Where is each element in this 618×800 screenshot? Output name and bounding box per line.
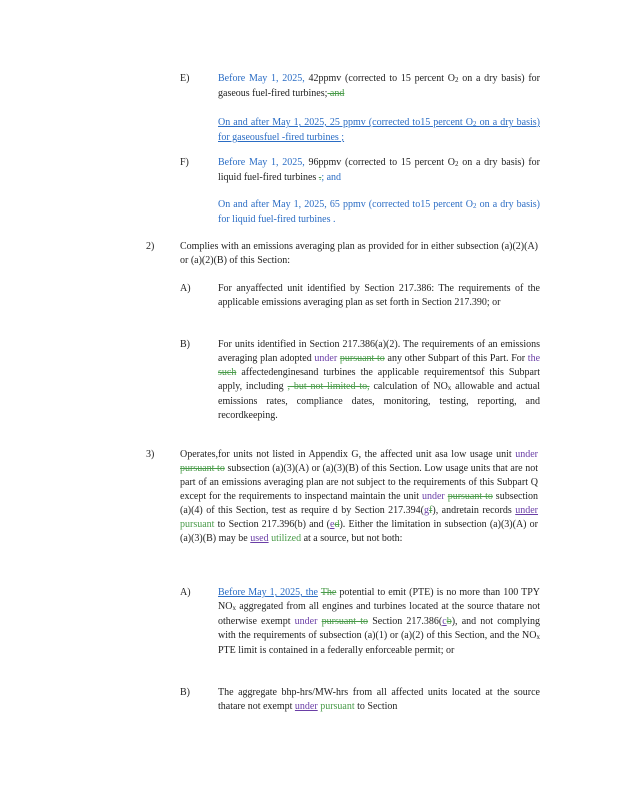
deleted-text: pursuant to — [180, 463, 225, 474]
item-f-text: Before May 1, 2025, 96ppmv (corrected to 15 percent O2 on a dry basis) for liquid fuel-fired turbines .; and — [218, 157, 540, 183]
deleted-text: d — [334, 519, 340, 530]
inserted-text: e — [330, 519, 335, 530]
item-3-text: Operates,for units not listed in Appendix G, the affected unit asa low usage unit under pursuant to subsection (a)(3)(A) or (a)(3)(B) of this Section. Low usage units that are not part of an emissions averaging plan are not subject to the requirements of this Subpart Q except for the requirements to inspectand maintain the unit under pursuant to subsection (a)(4) of this Section, test as require d by Section 217.394(gf), andretain records under pursuant to Section 217.396(b) and (ed). Either the limitation in subsection (a)(3)(A) or (a)(3)(B) may be used utilized at a source, but not both: — [180, 449, 539, 544]
item-3a-text: Before May 1, 2025, the The potential to emit (PTE) is no more than 100 TPY NOx aggregated from all engines and turbines located at the source thatare not otherwise exempt under pursuant to Section 217.386(cb), and not complying with the requirements of subsection (a)(1) or (a)(2) of this Section, and the NOx PTE limit is contained in a federally enforceable permit; or — [218, 587, 541, 656]
deleted-text: b — [446, 616, 452, 627]
deleted-text: pursuant to — [447, 491, 493, 502]
inserted-text: Before May 1, 2025, — [218, 73, 305, 84]
inserted-text: used — [250, 533, 269, 544]
item-3b-text: The aggregate bhp-hrs/MW-hrs from all affected units located at the source thatare not exempt under pursuant to Section — [218, 687, 540, 712]
deleted-text: . — [318, 172, 322, 183]
deleted-text: and — [327, 88, 345, 99]
deleted-text: utilized — [271, 533, 302, 544]
inserted-text: g — [424, 505, 430, 516]
inserted-text: under — [294, 701, 318, 712]
inserted-text: Before May 1, 2025, — [218, 157, 305, 168]
item-2-text: Complies with an emissions averaging plan as provided for in either subsection (a)(2)(A) or (a)(2)(B) of this Section: — [180, 241, 538, 266]
deleted-text: pursuant — [180, 519, 215, 530]
deleted-text: pursuant to — [321, 616, 369, 627]
item-2-label: 2) — [146, 241, 155, 252]
deleted-text: The — [320, 587, 337, 598]
inserted-text: under — [515, 449, 538, 460]
deleted-text: pursuant — [320, 701, 355, 712]
item-2a-label: A) — [180, 283, 191, 294]
deleted-text: f — [429, 505, 433, 516]
item-3b-label: B) — [180, 687, 190, 698]
item-f-label: F) — [180, 157, 189, 168]
item-e-after-text: On and after May 1, 2025, 25 ppmv (corrected to15 percent O2 on a dry basis) for gaseousfuel -fired turbines ; — [218, 117, 540, 143]
inserted-text: the — [527, 353, 541, 364]
inserted-text: Before May 1, 2025, the — [218, 587, 318, 598]
inserted-text: under — [314, 353, 338, 364]
item-e-label: E) — [180, 73, 190, 84]
item-3a-label: A) — [180, 587, 191, 598]
deleted-text: such — [218, 367, 237, 378]
deleted-text: , but not limited to, — [287, 381, 370, 392]
inserted-text: under — [421, 491, 445, 502]
inserted-text: c — [442, 616, 447, 627]
inserted-text: under — [294, 616, 318, 627]
item-f-after-text: On and after May 1, 2025, 65 ppmv (corrected to15 percent O2 on a dry basis) for liquid fuel-fired turbines . — [218, 199, 540, 225]
deleted-text: pursuant to — [339, 353, 385, 364]
inserted-text: under — [515, 505, 539, 516]
inserted-text: ; and — [321, 172, 342, 183]
item-3-label: 3) — [146, 449, 155, 460]
item-e-text: Before May 1, 2025, 42ppmv (corrected to 15 percent O2 on a dry basis) for gaseous fuel-fired turbines; and — [218, 73, 540, 99]
item-2b-text: For units identified in Section 217.386(a)(2). The requirements of an emissions averaging plan adopted under pursuant to any other Subpart of this Part. For the such affectedenginesand turbines the applicable requirementsof this Subpart apply, including , but not limited to, calculation of NOx allowable and actual emissions rates, compliance dates, monitoring, testing, reporting, and recordkeeping. — [218, 339, 541, 421]
item-2b-label: B) — [180, 339, 190, 350]
item-2a-text: For anyaffected unit identified by Section 217.386: The requirements of the applicable emissions averaging plan as set forth in Section 217.390; or — [218, 283, 540, 308]
